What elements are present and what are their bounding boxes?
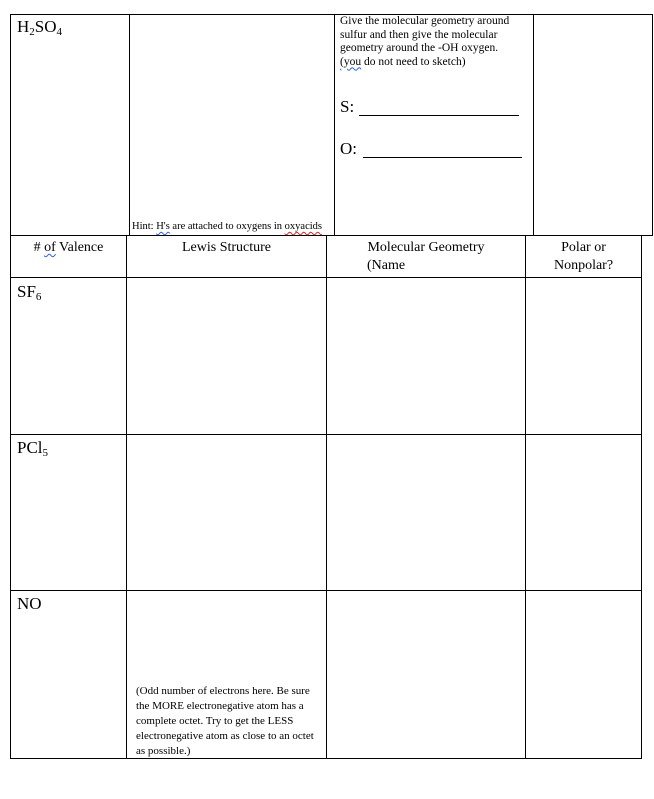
odd-electron-note: (Odd number of electrons here. Be sure the MORE electronegative atom has a complete octet. Try to get the LESS electronegative atom as close to an octet as possible.) — [136, 685, 314, 757]
oxygen-answer-label: O: — [340, 139, 357, 158]
sulfur-answer-blank[interactable] — [359, 115, 519, 116]
header-lewis-structure: Lewis Structure — [181, 240, 272, 255]
row-sf6: $SF_6$ — [17, 282, 42, 303]
oxyacid-hint: Hint: H's are attached to oxygens in oxyacids — [132, 221, 322, 232]
h2so4-formula: $H_2SO_4$ — [17, 17, 63, 38]
row-pcl5: PCl$_5$ — [17, 438, 49, 459]
sulfur-answer-label: S: — [340, 97, 355, 116]
header-polarity: Polar or Nonpolar? — [553, 240, 614, 273]
geometry-instructions: Give the molecular geometry around sulfur and then give the molecular geometry around the -OH oxygen. (you do not need to sketch) — [340, 15, 510, 68]
oxygen-answer-blank[interactable] — [363, 157, 522, 158]
header-valence: # of Valence — [33, 240, 104, 255]
row-no: NO — [17, 594, 42, 613]
header-molecular-geometry: Molecular Geometry (Name — [367, 240, 485, 273]
